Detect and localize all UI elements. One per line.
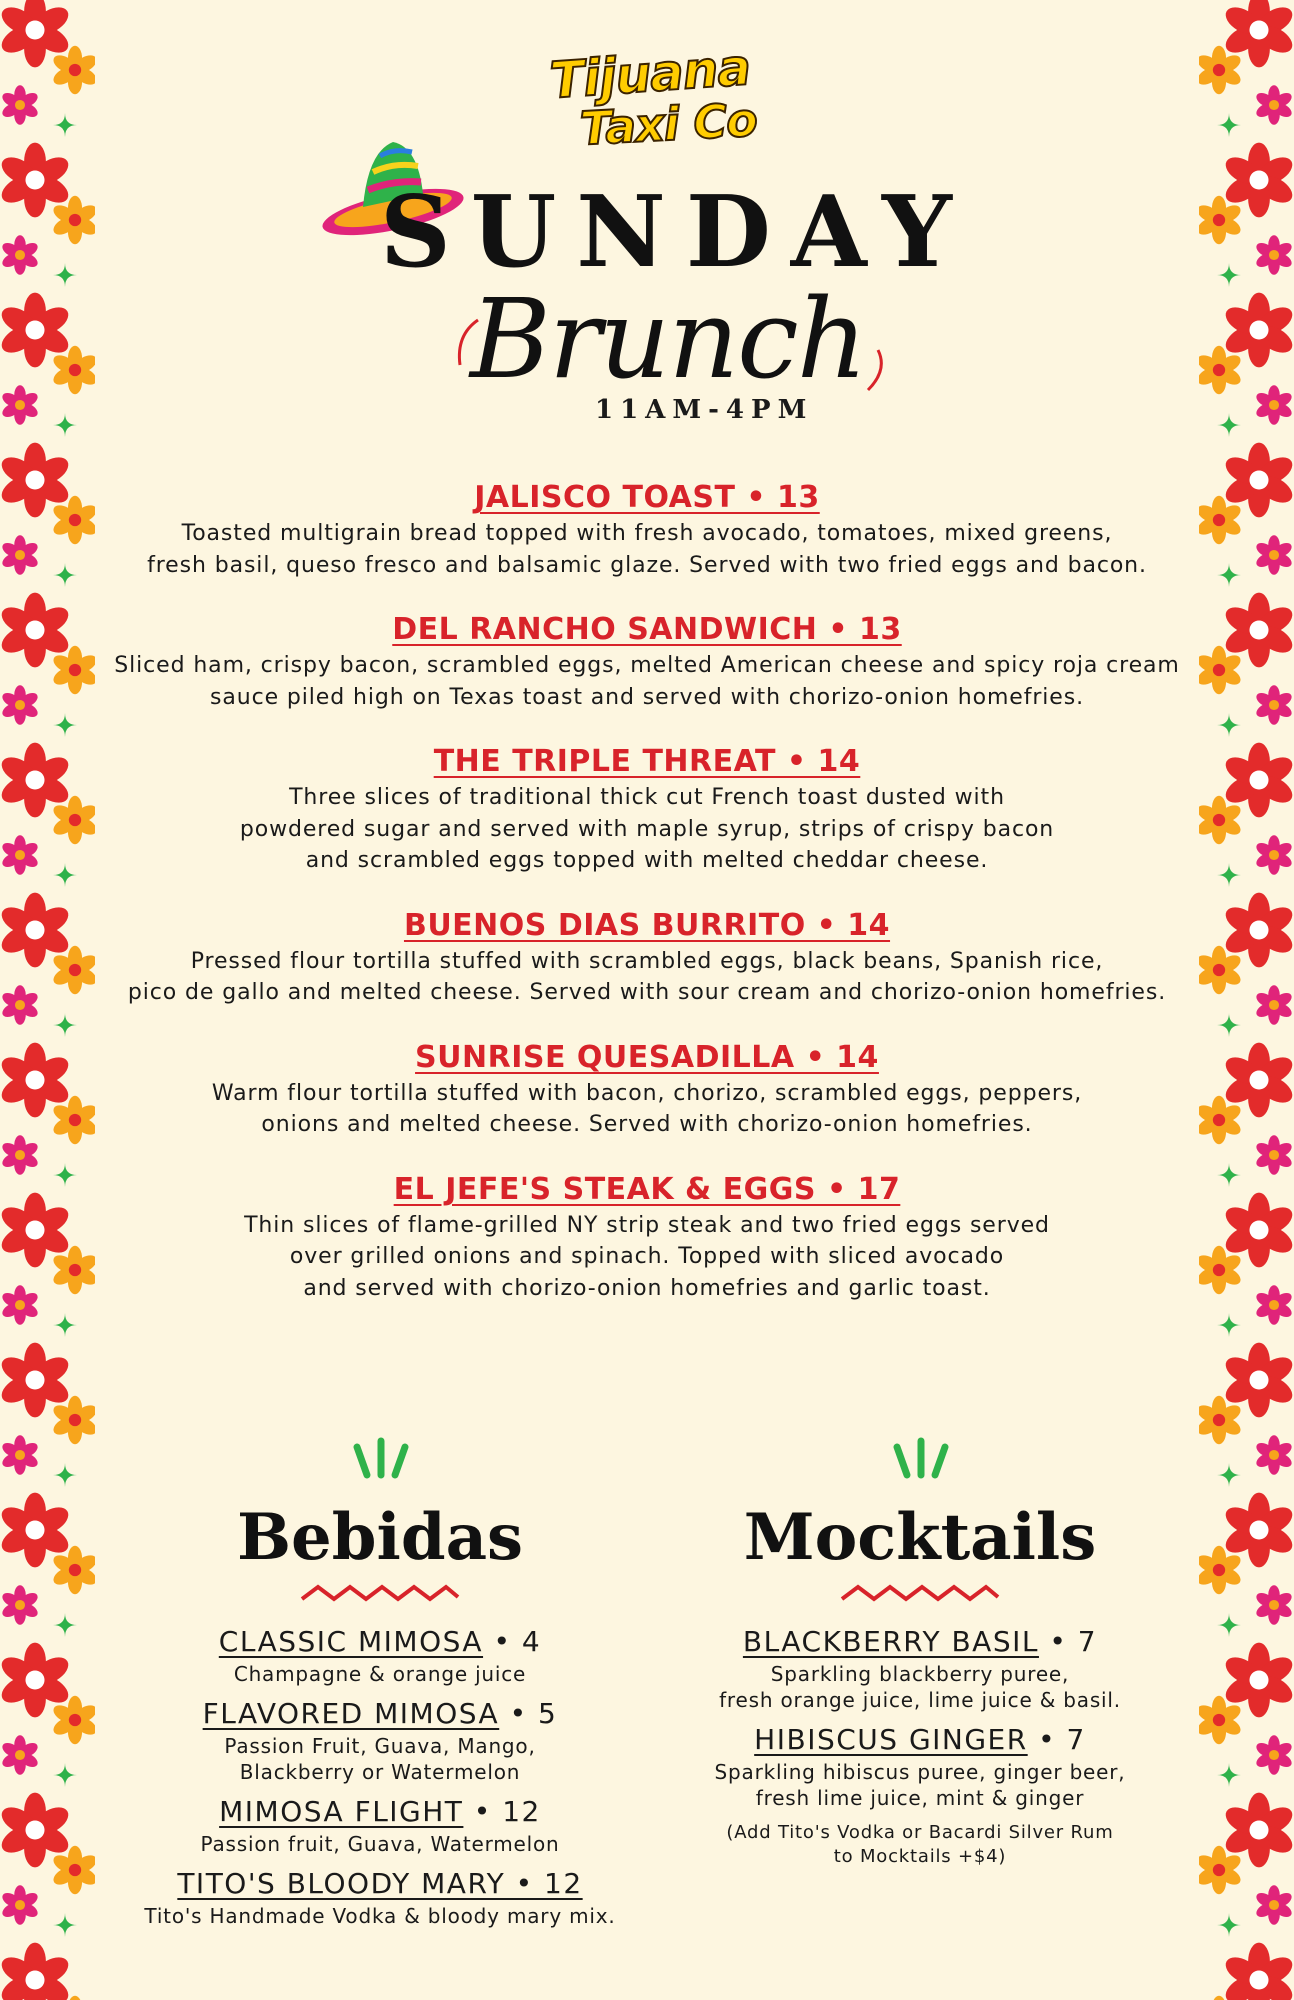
drink-title [660, 1721, 1180, 1759]
burst-icon [335, 1435, 425, 1485]
flower-icon [51, 346, 95, 394]
drink-price: • 4 [483, 1625, 542, 1658]
description-line: powdered sugar and served with maple syrup, strips of crispy bacon [239, 816, 1055, 842]
drink-description [120, 1903, 640, 1929]
sparkle-icon [53, 113, 77, 137]
flower-icon [1254, 835, 1294, 875]
flower-icon [0, 1735, 40, 1775]
flower-icon [1254, 685, 1294, 725]
description-line: Sparkling hibiscus puree, ginger beer, [714, 1760, 1126, 1784]
flower-icon [0, 385, 40, 425]
menu-item-title: JALISCO TOAST • 13 [474, 480, 820, 515]
description-line: onions and melted cheese. Served with chorizo-onion homefries. [261, 1112, 1033, 1137]
sparkle-icon [1217, 413, 1241, 437]
flower-icon [0, 835, 40, 875]
sparkle-icon [1217, 113, 1241, 137]
drink-description [660, 1661, 1180, 1713]
flower-icon [1254, 1735, 1294, 1775]
flower-icon [0, 1885, 40, 1925]
menu-item-title: DEL RANCHO SANDWICH • 13 [392, 612, 902, 647]
flower-icon [1254, 1285, 1294, 1325]
menu-item-description [70, 782, 1224, 877]
mocktail-addon-note [660, 1821, 1180, 1869]
tijuana-taxi-logo [540, 38, 780, 165]
flower-icon [0, 985, 40, 1025]
flower-icon [1254, 1885, 1294, 1925]
sparkle-icon [53, 1763, 77, 1787]
flower-icon [1199, 1396, 1243, 1444]
flower-icon [1254, 985, 1294, 1025]
menu-item-description [70, 650, 1224, 713]
page-subtitle: Brunch [470, 275, 866, 403]
description-line: Thin slices of flame-grilled NY strip steak and two fried eggs served [244, 1212, 1050, 1238]
flower-icon [1199, 196, 1243, 244]
flower-icon [51, 1696, 95, 1744]
sparkle-icon [53, 263, 77, 287]
flower-icon [0, 1285, 40, 1325]
description-line: sauce piled high on Texas toast and served with chorizo-onion homefries. [210, 684, 1084, 710]
flower-icon [51, 196, 95, 244]
menu-item-title: BUENOS DIAS BURRITO • 14 [403, 907, 891, 943]
sparkle-icon [53, 1463, 77, 1487]
drink-price: • 7 [1027, 1723, 1086, 1756]
logo-line-2: Taxi Co [578, 92, 759, 156]
sparkle-icon [53, 1613, 77, 1637]
description-line: Sliced ham, crispy bacon, scrambled eggs, melted American cheese and spicy roja cream [114, 653, 1180, 678]
description-line: Passion Fruit, Guava, Mango, [224, 1734, 536, 1758]
description-line: and scrambled eggs topped with melted cheddar cheese. [305, 848, 989, 873]
bebidas-heading: Bebidas [236, 1500, 524, 1575]
mocktails-list [660, 1623, 1180, 1811]
menu-item [70, 478, 1224, 581]
flower-icon [1199, 1846, 1243, 1894]
description-line: Blackberry or Watermelon [239, 1760, 521, 1784]
flower-icon [1199, 46, 1243, 94]
drink-description [120, 1733, 640, 1785]
flower-icon [0, 1943, 73, 2000]
drink-name: BLACKBERRY BASIL [742, 1625, 1039, 1658]
addon-line: (Add Tito's Vodka or Bacardi Silver Rum [726, 1822, 1114, 1843]
flower-icon [1254, 385, 1294, 425]
description-line: fresh orange juice, lime juice & basil. [719, 1688, 1121, 1712]
drink-price: • 7 [1038, 1625, 1098, 1658]
sparkle-icon [1217, 1463, 1241, 1487]
mocktails-heading: Mocktails [743, 1500, 1097, 1575]
menu-item-description [70, 1078, 1224, 1141]
description-line: Passion fruit, Guava, Watermelon [200, 1832, 560, 1856]
menu-item [70, 1038, 1224, 1141]
flower-icon [1254, 535, 1294, 575]
addon-line: to Mocktails +$4) [833, 1846, 1007, 1867]
drink-title [660, 1623, 1180, 1661]
flower-icon [1254, 1135, 1294, 1175]
flower-icon [1254, 235, 1294, 275]
mocktails-column [660, 1435, 1180, 1869]
drink-title [120, 1865, 640, 1903]
description-line: Sparkling blackberry puree, [770, 1662, 1070, 1686]
drink-title [120, 1623, 640, 1661]
description-line: fresh basil, queso fresco and balsamic glaze. Served with two fried eggs and bacon. [147, 552, 1147, 578]
drink-name: CLASSIC MIMOSA [218, 1625, 484, 1658]
drink-name: TITO'S BLOODY MARY • 12 [177, 1867, 583, 1900]
drink-name: MIMOSA FLIGHT [219, 1795, 464, 1828]
flower-icon [0, 685, 40, 725]
page-title: SUNDAY [380, 175, 972, 290]
flower-icon [51, 46, 95, 94]
drink-price: • 12 [463, 1795, 541, 1828]
flower-icon [1254, 1435, 1294, 1475]
drink-description [120, 1831, 640, 1857]
flower-icon [1199, 1546, 1243, 1594]
bebidas-list [120, 1623, 640, 1929]
drink-description [660, 1759, 1180, 1811]
description-line: pico de gallo and melted cheese. Served with sour cream and chorizo-onion homefries. [127, 980, 1167, 1005]
flower-icon [0, 1135, 40, 1175]
drink-name: HIBISCUS GINGER [754, 1723, 1028, 1756]
drink-price: • 5 [499, 1697, 558, 1730]
menu-item-description [70, 1210, 1224, 1305]
zigzag-divider [300, 1583, 460, 1603]
menu-item [70, 610, 1224, 713]
description-line: Three slices of traditional thick cut French toast dusted with [289, 785, 1005, 810]
drink-title [120, 1793, 640, 1831]
flower-icon [0, 1585, 40, 1625]
sparkle-icon [1217, 1913, 1241, 1937]
sparkle-icon [1217, 263, 1241, 287]
sparkle-icon [1217, 1613, 1241, 1637]
menu-item [70, 906, 1224, 1009]
description-line: Warm flour tortilla stuffed with bacon, chorizo, scrambled eggs, peppers, [211, 1080, 1083, 1106]
description-line: over grilled onions and spinach. Topped with sliced avocado [289, 1244, 1005, 1269]
flower-icon [1199, 1696, 1243, 1744]
menu-item [70, 742, 1224, 877]
description-line: Pressed flour tortilla stuffed with scrambled eggs, black beans, Spanish rice, [190, 948, 1104, 974]
bebidas-column [120, 1435, 640, 1937]
flower-icon [1254, 1585, 1294, 1625]
flower-icon [51, 1546, 95, 1594]
menu-item-description [70, 518, 1224, 581]
description-line: Champagne & orange juice [233, 1662, 527, 1686]
flower-icon [0, 235, 40, 275]
sparkle-icon [1217, 1763, 1241, 1787]
sparkle-icon [53, 1913, 77, 1937]
menu-item [70, 1170, 1224, 1305]
flower-icon [1221, 1943, 1294, 2000]
flower-icon [0, 85, 40, 125]
description-line: fresh lime juice, mint & ginger [755, 1786, 1085, 1810]
sparkle-icon [53, 413, 77, 437]
description-line: Tito's Handmade Vodka & bloody mary mix. [144, 1904, 616, 1928]
flower-icon [51, 1846, 95, 1894]
burst-icon [875, 1435, 965, 1485]
logo-line-1: Tijuana [548, 38, 752, 110]
drink-name: FLAVORED MIMOSA [202, 1697, 500, 1730]
drink-title [120, 1695, 640, 1733]
menu-item-title: SUNRISE QUESADILLA • 14 [415, 1039, 879, 1075]
menu-item-description [70, 946, 1224, 1009]
flower-icon [51, 1396, 95, 1444]
flower-icon [0, 535, 40, 575]
menu-item-title: THE TRIPLE THREAT • 14 [433, 744, 861, 779]
hours-text: 11AM-4PM [595, 395, 814, 425]
drink-description [120, 1661, 640, 1687]
description-line: and served with chorizo-onion homefries and garlic toast. [303, 1275, 991, 1301]
flower-icon [1254, 85, 1294, 125]
flower-icon [1199, 346, 1243, 394]
description-line: Toasted multigrain bread topped with fresh avocado, tomatoes, mixed greens, [181, 521, 1113, 546]
menu-item-title: EL JEFE'S STEAK & EGGS • 17 [393, 1171, 901, 1207]
food-menu [70, 478, 1224, 1333]
flower-icon [0, 1435, 40, 1475]
zigzag-divider [840, 1583, 1000, 1603]
